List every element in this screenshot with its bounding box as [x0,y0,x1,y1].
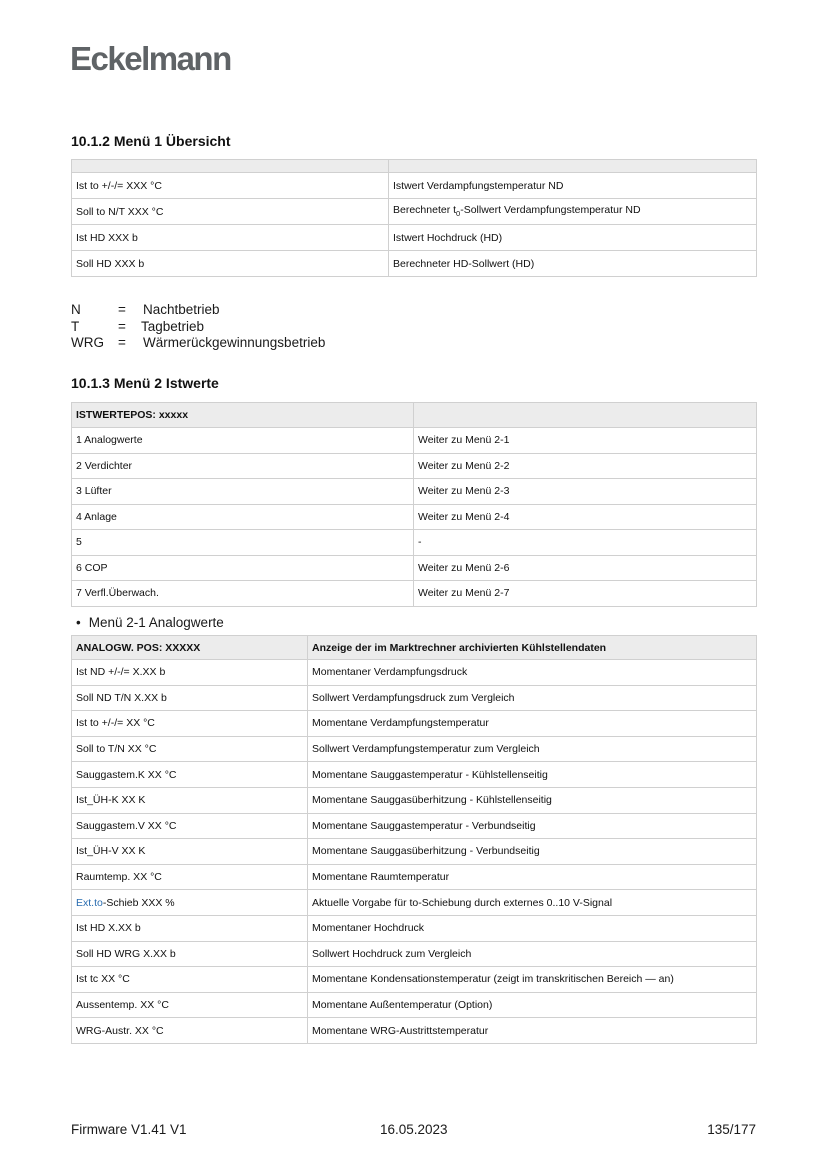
table-cell-label: WRG-Austr. XX °C [72,1018,308,1044]
table-cell-desc: Istwert Hochdruck (HD) [389,225,757,251]
table-row [72,581,757,607]
legend-value: Nachtbetrieb [143,302,220,317]
table-cell-desc: Berechneter HD-Sollwert (HD) [389,251,757,277]
eckelmann-logo: Eckelmann [70,40,231,77]
table-row [72,967,757,993]
table-cell-desc: Sollwert Verdampfungstemperatur zum Vergleich [308,736,757,762]
table-row [72,864,757,890]
ext-to-label-rest: -Schieb XXX % [102,896,175,909]
table-cell-label: 2 Verdichter [72,453,414,479]
legend-row [71,335,325,352]
table-cell-label: Ist ND +/-/= X.XX b [72,660,308,686]
table-cell-label: Ist HD XXX b [72,225,389,251]
table-cell-desc: Momentane Kondensationstemperatur (zeigt im transkritischen Bereich — an) [308,967,757,993]
table-cell-desc: Momentane Außentemperatur (Option) [308,992,757,1018]
table-cell-desc: Aktuelle Vorgabe für to-Schiebung durch externes 0..10 V-Signal [308,890,757,916]
table-cell-label: Soll HD XXX b [72,251,389,277]
table-cell-label: Ist HD X.XX b [72,915,308,941]
table-row [72,225,757,251]
table-row [72,839,757,865]
table-cell-label: 3 Lüfter [72,479,414,505]
table-row [72,1018,757,1044]
table-row [72,787,757,813]
table-row [72,479,757,505]
table-cell-label: 7 Verfl.Überwach. [72,581,414,607]
table-header-row [72,636,757,660]
table-row [72,736,757,762]
table-row [72,660,757,686]
table-cell-desc: Sollwert Verdampfungsdruck zum Vergleich [308,685,757,711]
table-row [72,992,757,1018]
table-row [72,762,757,788]
table-cell-label [72,890,308,916]
table-cell-label: Sauggastem.V XX °C [72,813,308,839]
legend-key: WRG [71,335,104,350]
table-cell-label: Ist to +/-/= XXX °C [72,173,389,199]
table-cell-desc: Momentane Verdampfungstemperatur [308,711,757,737]
table-cell-label: Ist_ÜH-K XX K [72,787,308,813]
section-title-menu-1: 10.1.2 Menü 1 Übersicht [71,133,231,149]
footer-page-number: 135/177 [707,1122,756,1137]
table-row [72,685,757,711]
legend-eq: = [118,335,126,350]
desc-subscript: 0 [456,209,461,219]
table-row [72,555,757,581]
table-cell-label: Ist_ÜH-V XX K [72,839,308,865]
table-cell-desc: Weiter zu Menü 2-1 [414,428,757,454]
table-row [72,173,757,199]
table-row [72,941,757,967]
table-row [72,890,757,916]
table-cell-label: 1 Analogwerte [72,428,414,454]
legend-value: Tagbetrieb [141,318,205,334]
table-cell-desc: - [414,530,757,556]
subsection-heading [76,615,224,630]
table-row [72,504,757,530]
table-cell-label: Soll ND T/N X.XX b [72,685,308,711]
table-cell-desc: Momentane Sauggasüberhitzung - Kühlstellenseitig [308,787,757,813]
table-cell-label: Raumtemp. XX °C [72,864,308,890]
legend-value: Wärmerückgewinnungsbetrieb [143,335,326,350]
menu-2-table [71,402,757,607]
header-cell: ISTWERTEPOS: xxxxx [72,403,414,428]
desc-suffix: -Sollwert Verdampfungstemperatur ND [460,204,641,217]
header-cell: ANALOGW. POS: XXXXX [72,636,308,660]
footer-firmware: Firmware V1.41 V1 [71,1122,187,1137]
table-header-row [72,160,757,173]
table-cell-desc: Momentane Sauggastemperatur - Verbundseitig [308,813,757,839]
table-cell-desc: Momentane Sauggasüberhitzung - Verbundseitig [308,839,757,865]
table-cell-desc: Weiter zu Menü 2-6 [414,555,757,581]
header-cell [389,160,757,173]
table-cell-label: Aussentemp. XX °C [72,992,308,1018]
menu-2-1-table [71,635,757,1044]
table-cell-desc: Weiter zu Menü 2-4 [414,504,757,530]
table-cell-desc: Momentane WRG-Austrittstemperatur [308,1018,757,1044]
legend-row [71,319,325,336]
header-cell [414,403,757,428]
table-cell-desc [389,199,757,225]
table-row [72,711,757,737]
section-title-menu-2: 10.1.3 Menü 2 Istwerte [71,375,219,391]
header-cell: Anzeige der im Marktrechner archivierten Kühlstellendaten [308,636,757,660]
footer-date: 16.05.2023 [380,1122,448,1137]
table-row [72,915,757,941]
table-cell-label: Ist tc XX °C [72,967,308,993]
menu-1-table [71,159,757,277]
bullet-icon: • [76,615,81,630]
desc-prefix: Berechneter t [393,204,457,217]
legend-eq: = [118,318,126,334]
table-cell-desc: Sollwert Hochdruck zum Vergleich [308,941,757,967]
table-row [72,453,757,479]
table-cell-label: 6 COP [72,555,414,581]
legend-row [71,302,325,319]
table-row [72,199,757,225]
subsection-title: Menü 2-1 Analogwerte [88,615,224,630]
table-row [72,813,757,839]
table-row [72,530,757,556]
table-cell-label: Soll to T/N XX °C [72,736,308,762]
table-row [72,428,757,454]
table-cell-desc: Momentaner Hochdruck [308,915,757,941]
table-cell-label: 5 [72,530,414,556]
table-cell-label: Soll to N/T XXX °C [72,199,389,225]
table-cell-desc: Momentane Raumtemperatur [308,864,757,890]
table-cell-desc: Weiter zu Menü 2-7 [414,581,757,607]
mode-legend [71,302,325,352]
table-cell-label: Sauggastem.K XX °C [72,762,308,788]
table-cell-label: Soll HD WRG X.XX b [72,941,308,967]
table-cell-desc: Istwert Verdampfungstemperatur ND [389,173,757,199]
table-row [72,251,757,277]
table-cell-desc: Momentaner Verdampfungsdruck [308,660,757,686]
legend-key: T [71,318,80,334]
table-cell-label: 4 Anlage [72,504,414,530]
ext-to-link[interactable]: Ext.to [76,896,103,909]
table-cell-desc: Weiter zu Menü 2-3 [414,479,757,505]
table-cell-desc: Momentane Sauggastemperatur - Kühlstellenseitig [308,762,757,788]
legend-key: N [71,302,81,317]
table-cell-desc: Weiter zu Menü 2-2 [414,453,757,479]
legend-eq: = [118,302,126,317]
table-cell-label: Ist to +/-/= XX °C [72,711,308,737]
header-cell [72,160,389,173]
table-header-row [72,403,757,428]
